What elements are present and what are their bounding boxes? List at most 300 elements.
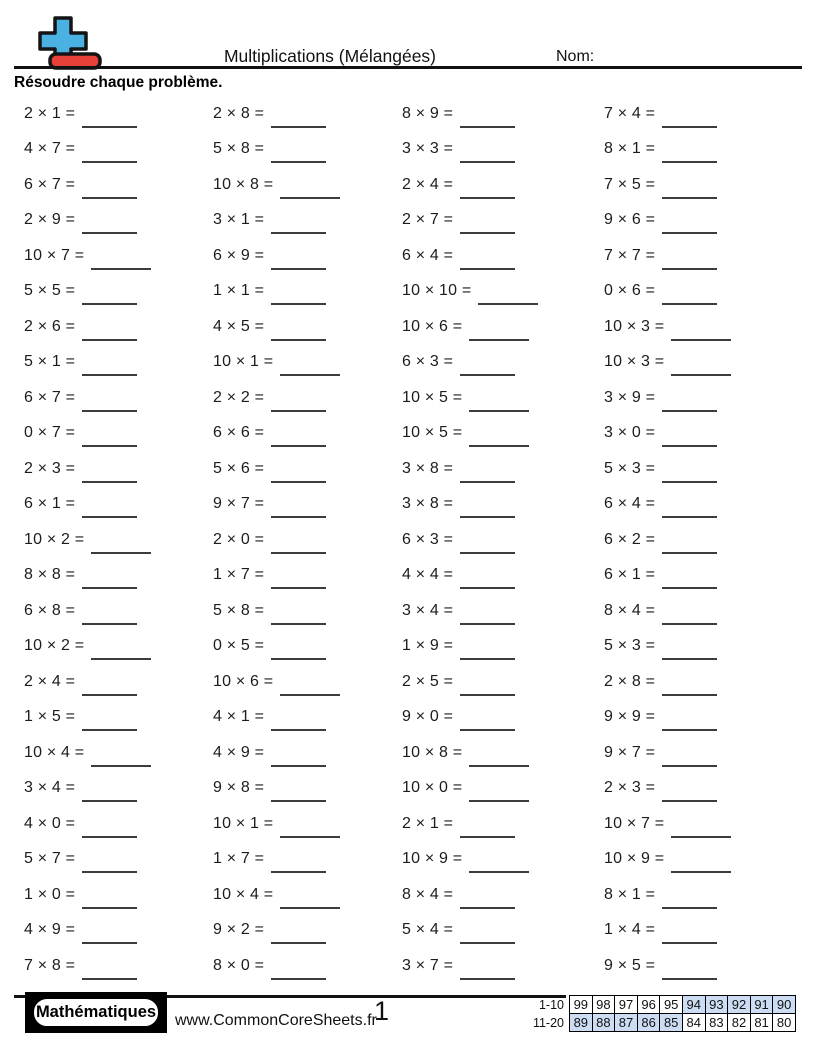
answer-blank: [662, 800, 717, 802]
problem-label: 10 × 1 =: [213, 814, 274, 832]
score-table-body: [528, 996, 795, 1032]
problem: [24, 132, 214, 168]
brand-label: Mathématiques: [31, 996, 161, 1029]
problem: [402, 132, 592, 168]
problem: [24, 913, 214, 949]
answer-blank: [460, 729, 515, 731]
problem: [604, 274, 794, 310]
problem: [24, 735, 214, 771]
problem: [604, 842, 794, 878]
answer-blank: [662, 729, 717, 731]
problem: [604, 167, 794, 203]
website-url: www.CommonCoreSheets.fr: [175, 1012, 377, 1029]
problem: [604, 913, 794, 949]
problem-label: 10 × 3 =: [604, 317, 665, 335]
problem: [402, 771, 592, 807]
answer-blank: [82, 871, 137, 873]
answer-blank: [469, 871, 529, 873]
problem-label: 2 × 8 =: [604, 672, 656, 690]
answer-blank: [280, 197, 340, 199]
problem: [604, 664, 794, 700]
problem: [604, 238, 794, 274]
problem: [213, 771, 403, 807]
problem: [213, 735, 403, 771]
answer-blank: [662, 907, 717, 909]
problem: [604, 380, 794, 416]
answer-blank: [469, 339, 529, 341]
problem-label: 1 × 0 =: [24, 885, 76, 903]
answer-blank: [460, 552, 515, 554]
score-cell: 99: [570, 996, 593, 1014]
problem-label: 3 × 4 =: [402, 601, 454, 619]
problem-label: 1 × 7 =: [213, 566, 265, 584]
answer-blank: [662, 694, 717, 696]
problem-label: 3 × 4 =: [24, 779, 76, 797]
problem: [213, 238, 403, 274]
instruction-text: Résoudre chaque problème.: [14, 74, 223, 91]
problem: [213, 522, 403, 558]
problem: [24, 771, 214, 807]
score-cell: 88: [592, 1014, 615, 1032]
answer-blank: [460, 126, 515, 128]
answer-blank: [460, 516, 515, 518]
problems-column-2: [213, 96, 403, 984]
problem-label: 8 × 0 =: [213, 956, 265, 974]
answer-blank: [662, 978, 717, 980]
brand-badge: [25, 992, 167, 1033]
answer-blank: [460, 374, 515, 376]
problem: [604, 132, 794, 168]
answer-blank: [82, 942, 137, 944]
problem-label: 0 × 5 =: [213, 637, 265, 655]
problem-label: 8 × 9 =: [402, 104, 454, 122]
problem-label: 5 × 7 =: [24, 850, 76, 868]
problem-label: 10 × 1 =: [213, 353, 274, 371]
answer-blank: [460, 481, 515, 483]
problem: [402, 487, 592, 523]
problem: [213, 451, 403, 487]
answer-blank: [662, 623, 717, 625]
problem-label: 2 × 1 =: [24, 104, 76, 122]
score-cell: 95: [660, 996, 683, 1014]
problem-label: 6 × 1 =: [24, 495, 76, 513]
problem-label: 10 × 2 =: [24, 637, 85, 655]
problem-label: 9 × 8 =: [213, 779, 265, 797]
problem: [213, 700, 403, 736]
problem-label: 4 × 5 =: [213, 317, 265, 335]
problem: [402, 806, 592, 842]
problems-column-3: [402, 96, 592, 984]
answer-blank: [460, 694, 515, 696]
problem-label: 3 × 3 =: [402, 140, 454, 158]
score-cell: 83: [705, 1014, 728, 1032]
answer-blank: [91, 765, 151, 767]
problem-label: 3 × 0 =: [604, 424, 656, 442]
problem-label: 0 × 7 =: [24, 424, 76, 442]
answer-blank: [280, 836, 340, 838]
answer-blank: [82, 800, 137, 802]
problem: [402, 735, 592, 771]
problem-label: 5 × 1 =: [24, 353, 76, 371]
problem-label: 10 × 7 =: [604, 814, 665, 832]
answer-blank: [82, 907, 137, 909]
score-cell: 85: [660, 1014, 683, 1032]
score-range-label: 11-20: [532, 1015, 564, 1030]
problem: [402, 309, 592, 345]
problem-label: 7 × 5 =: [604, 175, 656, 193]
problem: [402, 948, 592, 984]
score-cell: 91: [750, 996, 773, 1014]
answer-blank: [271, 658, 326, 660]
answer-blank: [271, 481, 326, 483]
answer-blank: [82, 481, 137, 483]
problem-label: 7 × 8 =: [24, 956, 76, 974]
problem-label: 1 × 7 =: [213, 850, 265, 868]
score-cell: 82: [728, 1014, 751, 1032]
name-label: Nom:: [556, 48, 595, 65]
answer-blank: [271, 410, 326, 412]
answer-blank: [82, 623, 137, 625]
answer-blank: [271, 587, 326, 589]
problem-label: 9 × 0 =: [402, 708, 454, 726]
problems-column-4: [604, 96, 794, 984]
problem-label: 2 × 4 =: [24, 672, 76, 690]
answer-blank: [662, 445, 717, 447]
answer-blank: [82, 161, 137, 163]
problem-label: 5 × 8 =: [213, 601, 265, 619]
problem-label: 0 × 6 =: [604, 282, 656, 300]
problem-label: 9 × 2 =: [213, 921, 265, 939]
problem: [213, 664, 403, 700]
problem-label: 8 × 4 =: [604, 601, 656, 619]
answer-blank: [82, 445, 137, 447]
problem-label: 2 × 1 =: [402, 814, 454, 832]
problem: [604, 806, 794, 842]
problem: [604, 700, 794, 736]
problem: [213, 167, 403, 203]
answer-blank: [82, 694, 137, 696]
problem: [604, 771, 794, 807]
score-cell: 89: [570, 1014, 593, 1032]
problem: [24, 416, 214, 452]
page-title: Multiplications (Mélangées): [223, 46, 437, 66]
problem-label: 5 × 3 =: [604, 459, 656, 477]
answer-blank: [271, 871, 326, 873]
answer-blank: [82, 587, 137, 589]
answer-blank: [460, 836, 515, 838]
score-range-label: 1-10: [538, 997, 564, 1012]
answer-blank: [82, 232, 137, 234]
problem-label: 10 × 8 =: [402, 743, 463, 761]
answer-blank: [91, 552, 151, 554]
problem: [24, 487, 214, 523]
score-cell: 98: [592, 996, 615, 1014]
problem: [24, 842, 214, 878]
score-row: [528, 996, 795, 1014]
answer-blank: [271, 268, 326, 270]
answer-blank: [662, 126, 717, 128]
answer-blank: [469, 410, 529, 412]
problem: [604, 309, 794, 345]
problem-label: 6 × 9 =: [213, 246, 265, 264]
problem: [604, 96, 794, 132]
problem-label: 2 × 8 =: [213, 104, 265, 122]
answer-blank: [280, 907, 340, 909]
problem-label: 3 × 8 =: [402, 495, 454, 513]
problem: [213, 203, 403, 239]
problem: [213, 274, 403, 310]
answer-blank: [662, 161, 717, 163]
problem-label: 9 × 6 =: [604, 211, 656, 229]
problem-label: 10 × 5 =: [402, 424, 463, 442]
problem: [213, 132, 403, 168]
answer-blank: [271, 445, 326, 447]
answer-blank: [460, 623, 515, 625]
score-cell: 81: [750, 1014, 773, 1032]
answer-blank: [478, 303, 538, 305]
answer-blank: [662, 516, 717, 518]
problem: [604, 877, 794, 913]
problem: [604, 487, 794, 523]
problem-label: 1 × 5 =: [24, 708, 76, 726]
problem: [24, 593, 214, 629]
problem-label: 10 × 10 =: [402, 282, 472, 300]
score-cell: 96: [637, 996, 660, 1014]
answer-blank: [271, 765, 326, 767]
problem: [402, 416, 592, 452]
answer-blank: [280, 374, 340, 376]
problem-label: 6 × 3 =: [402, 530, 454, 548]
score-cell: 84: [682, 1014, 705, 1032]
answer-blank: [460, 268, 515, 270]
problem: [402, 96, 592, 132]
problem: [24, 948, 214, 984]
problem-label: 2 × 5 =: [402, 672, 454, 690]
answer-blank: [662, 410, 717, 412]
answer-blank: [271, 800, 326, 802]
problem: [213, 416, 403, 452]
answer-blank: [671, 374, 731, 376]
answer-blank: [662, 942, 717, 944]
problem-label: 7 × 4 =: [604, 104, 656, 122]
problem-label: 6 × 8 =: [24, 601, 76, 619]
page-number: 1: [374, 996, 390, 1026]
answer-blank: [82, 197, 137, 199]
problems-column-1: [24, 96, 214, 984]
score-cell: 92: [728, 996, 751, 1014]
answer-blank: [662, 268, 717, 270]
problem-label: 10 × 4 =: [24, 743, 85, 761]
problem: [213, 877, 403, 913]
answer-blank: [662, 658, 717, 660]
problem-label: 8 × 8 =: [24, 566, 76, 584]
answer-blank: [91, 268, 151, 270]
problem: [24, 167, 214, 203]
problem: [402, 877, 592, 913]
answer-blank: [280, 694, 340, 696]
problem: [402, 238, 592, 274]
problem-label: 3 × 9 =: [604, 388, 656, 406]
answer-blank: [662, 303, 717, 305]
problem: [604, 593, 794, 629]
problem-label: 9 × 9 =: [604, 708, 656, 726]
answer-blank: [671, 871, 731, 873]
problem: [24, 877, 214, 913]
answer-blank: [460, 161, 515, 163]
answer-blank: [271, 552, 326, 554]
answer-blank: [469, 445, 529, 447]
problem: [24, 96, 214, 132]
problem: [24, 700, 214, 736]
problem-label: 4 × 0 =: [24, 814, 76, 832]
problem: [402, 593, 592, 629]
problem-label: 6 × 1 =: [604, 566, 656, 584]
answer-blank: [271, 978, 326, 980]
problem-label: 8 × 1 =: [604, 885, 656, 903]
problem: [24, 558, 214, 594]
score-cell: 80: [773, 1014, 796, 1032]
problem: [402, 664, 592, 700]
problem-label: 8 × 4 =: [402, 885, 454, 903]
answer-blank: [460, 232, 515, 234]
problem-label: 5 × 8 =: [213, 140, 265, 158]
problem: [402, 700, 592, 736]
answer-blank: [271, 126, 326, 128]
answer-blank: [271, 339, 326, 341]
answer-blank: [82, 339, 137, 341]
header-divider: [14, 66, 802, 69]
problem-label: 6 × 4 =: [402, 246, 454, 264]
answer-blank: [460, 658, 515, 660]
problem: [402, 913, 592, 949]
problem: [213, 806, 403, 842]
score-cell: 97: [615, 996, 638, 1014]
problem-label: 2 × 7 =: [402, 211, 454, 229]
problem-label: 7 × 7 =: [604, 246, 656, 264]
problem: [604, 451, 794, 487]
problem: [604, 345, 794, 381]
problem: [402, 274, 592, 310]
problem: [213, 629, 403, 665]
problem-label: 2 × 9 =: [24, 211, 76, 229]
answer-blank: [460, 907, 515, 909]
problem-label: 4 × 9 =: [213, 743, 265, 761]
problem-label: 5 × 5 =: [24, 282, 76, 300]
problem-label: 2 × 3 =: [24, 459, 76, 477]
problem-label: 3 × 8 =: [402, 459, 454, 477]
problem: [24, 345, 214, 381]
problem-label: 4 × 4 =: [402, 566, 454, 584]
problem-label: 1 × 1 =: [213, 282, 265, 300]
problem: [213, 913, 403, 949]
problem: [604, 203, 794, 239]
answer-blank: [460, 587, 515, 589]
problem-label: 6 × 3 =: [402, 353, 454, 371]
problem: [213, 593, 403, 629]
problem-label: 6 × 6 =: [213, 424, 265, 442]
problem: [213, 309, 403, 345]
problem: [402, 842, 592, 878]
problem: [213, 558, 403, 594]
problem: [24, 274, 214, 310]
answer-blank: [82, 410, 137, 412]
problem: [24, 203, 214, 239]
problem: [213, 487, 403, 523]
problem-label: 5 × 6 =: [213, 459, 265, 477]
problem-label: 9 × 7 =: [213, 495, 265, 513]
problem: [402, 380, 592, 416]
problem-label: 2 × 0 =: [213, 530, 265, 548]
answer-blank: [662, 552, 717, 554]
problem: [604, 735, 794, 771]
problem-label: 6 × 2 =: [604, 530, 656, 548]
problem: [24, 522, 214, 558]
answer-blank: [82, 836, 137, 838]
answer-blank: [469, 800, 529, 802]
problem-label: 5 × 4 =: [402, 921, 454, 939]
problem-label: 6 × 4 =: [604, 495, 656, 513]
problem-label: 9 × 5 =: [604, 956, 656, 974]
problem-label: 9 × 7 =: [604, 743, 656, 761]
answer-blank: [671, 339, 731, 341]
score-cell: 93: [705, 996, 728, 1014]
answer-blank: [469, 765, 529, 767]
answer-blank: [91, 658, 151, 660]
score-cell: 94: [682, 996, 705, 1014]
problem: [604, 629, 794, 665]
problem-label: 10 × 7 =: [24, 246, 85, 264]
problem-label: 8 × 1 =: [604, 140, 656, 158]
problem-label: 10 × 6 =: [213, 672, 274, 690]
problem-label: 2 × 2 =: [213, 388, 265, 406]
problem-label: 5 × 3 =: [604, 637, 656, 655]
problem: [24, 664, 214, 700]
problem: [24, 451, 214, 487]
problem: [604, 948, 794, 984]
problem-label: 1 × 9 =: [402, 637, 454, 655]
answer-blank: [82, 729, 137, 731]
answer-blank: [271, 729, 326, 731]
answer-blank: [662, 232, 717, 234]
score-cell: 86: [637, 1014, 660, 1032]
problem-label: 4 × 7 =: [24, 140, 76, 158]
problem-label: 3 × 1 =: [213, 211, 265, 229]
answer-blank: [460, 197, 515, 199]
problem: [24, 806, 214, 842]
answer-blank: [82, 978, 137, 980]
answer-blank: [82, 126, 137, 128]
problem-label: 10 × 5 =: [402, 388, 463, 406]
problem: [213, 96, 403, 132]
problem: [402, 167, 592, 203]
problem: [604, 558, 794, 594]
problem: [213, 948, 403, 984]
answer-blank: [671, 836, 731, 838]
problem: [24, 238, 214, 274]
problem: [24, 629, 214, 665]
problem: [402, 558, 592, 594]
problem-label: 3 × 7 =: [402, 956, 454, 974]
answer-blank: [271, 232, 326, 234]
problem-label: 10 × 6 =: [402, 317, 463, 335]
problem: [402, 345, 592, 381]
problem: [402, 522, 592, 558]
answer-blank: [271, 161, 326, 163]
problem: [24, 309, 214, 345]
problem-label: 10 × 0 =: [402, 779, 463, 797]
answer-blank: [271, 516, 326, 518]
problem-label: 1 × 4 =: [604, 921, 656, 939]
